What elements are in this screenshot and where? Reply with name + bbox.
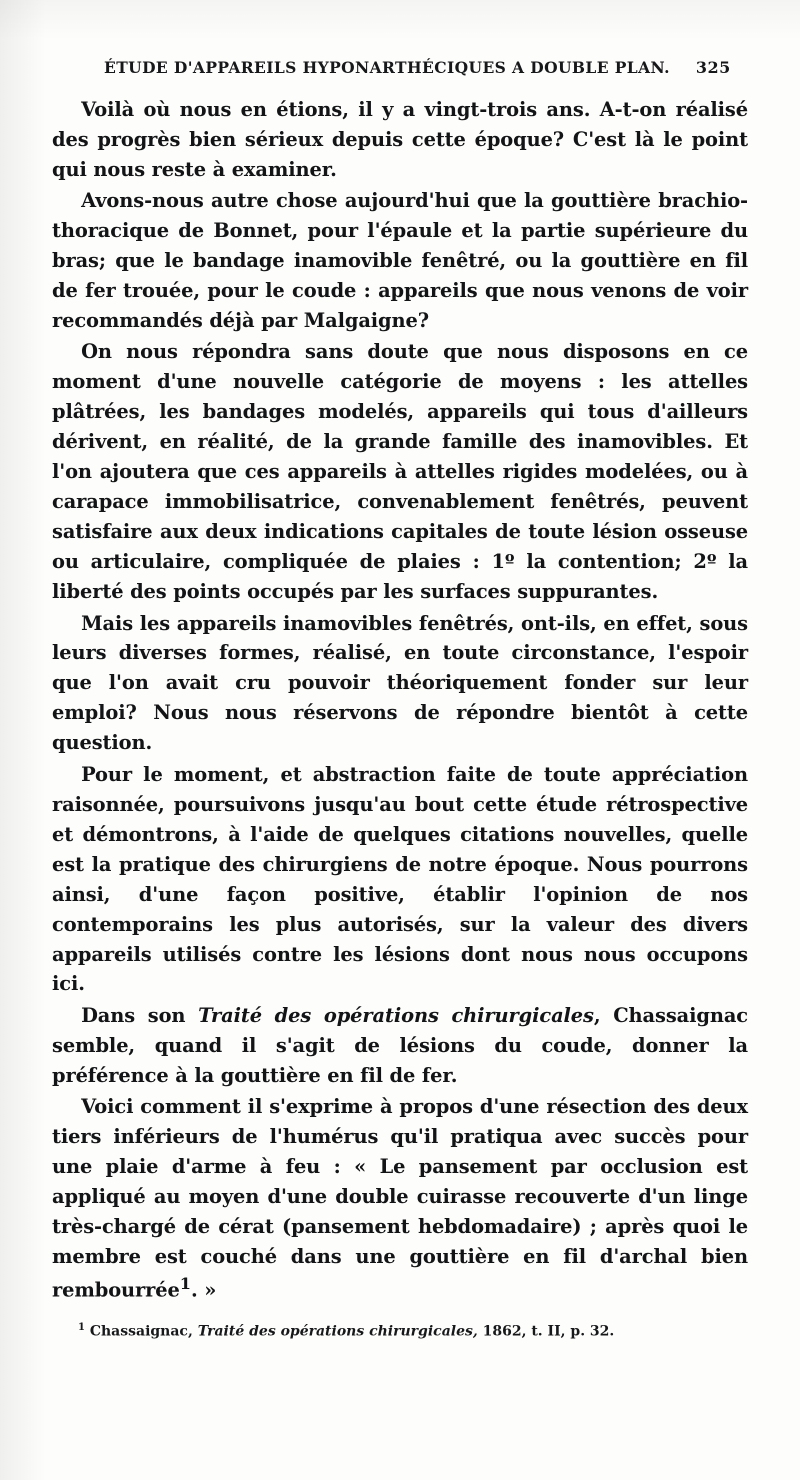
paragraph: Mais les appareils inamovibles fenêtrés, ont-ils, en effet, sous leurs diverses formes, réalisé, en toute circonstance, l'espoir que l'on avait cru pouvoir théoriquement fonder sur leur emploi? Nous nous réservons de répondre bientôt à cette question.	[52, 611, 748, 755]
scan-top-shadow	[0, 0, 800, 40]
footnote-title: Traité des opérations chirurgicales,	[197, 1323, 478, 1340]
running-head-title: ÉTUDE D'APPAREILS HYPONARTHÉCIQUES A DOUBLE PLAN.	[104, 58, 670, 77]
paragraph: On nous répondra sans doute que nous disposons en ce moment d'une nouvelle catégorie de moyens : les attelles plâtrées, les bandages modelés, appareils qui tous d'ailleurs dérivent, en réalité, de la grande famille des inamovibles. Et l'on ajoutera que ces appareils à attelles rigides modelées, ou à carapace immobilisatrice, convenablement fenêtrés, peuvent satisfaire aux deux indications capitales de toute lésion osseuse ou articulaire, compliquée de plaies : 1º la contention; 2º la liberté des points occupés par les surfaces suppurantes.	[52, 340, 748, 604]
paragraph: Pour le moment, et abstraction faite de toute appréciation raisonnée, poursuivons jusqu'au bout cette étude rétrospective et démontrons, à l'aide de quelques citations nouvelles, quelle est la pratique des chirurgiens de notre époque. Nous pourrons ainsi, d'une façon positive, établir l'opinion de nos contemporains les plus autorisés, sur la valeur des divers appareils utilisés contre les lésions dont nous nous occupons ici.	[52, 762, 748, 996]
footnote-reference: 1862, t. II, p. 32.	[482, 1323, 615, 1340]
paragraph-text-before-title: Dans son	[81, 1003, 199, 1027]
quote-close: . »	[190, 1278, 217, 1302]
body-text	[52, 95, 748, 1305]
running-head	[52, 58, 748, 77]
scan-edge-shadow	[0, 0, 46, 1480]
paragraph-quote	[52, 1092, 748, 1305]
paragraph-chassaignac	[52, 1001, 748, 1091]
cited-work-title: Traité des opérations chirurgicales	[198, 1003, 594, 1027]
paragraph: Avons-nous autre chose aujourd'hui que la gouttière brachio-thoracique de Bonnet, pour l'épaule et la partie supérieure du bras; que le bandage inamovible fenêtré, ou la gouttière en fil de fer trouée, pour le coude : appareils que nous venons de voir recommandés déjà par Malgaigne?	[52, 189, 748, 333]
page-number: 325	[695, 58, 731, 77]
footnote-author: Chassaignac,	[89, 1323, 193, 1340]
footnote-marker: 1	[78, 1322, 85, 1334]
footnote-reference-marker: 1	[179, 1273, 191, 1293]
paragraph-text-after-title: , Chassaignac semble, quand il s'agit de lésions du coude, donner la préférence à la gouttière en fil de fer.	[52, 1003, 749, 1087]
footnote	[52, 1321, 748, 1342]
paragraph: Voilà où nous en étions, il y a vingt-trois ans. A-t-on réalisé des progrès bien sérieux depuis cette époque? C'est là le point qui nous reste à examiner.	[52, 98, 748, 181]
quote-text: Voici comment il s'exprime à propos d'une résection des deux tiers inférieurs de l'humérus qu'il pratiqua avec succès pour une plaie d'arme à feu : « Le pansement par occlusion est appliqué au moyen d'une double cuirasse recouverte d'un linge très-chargé de cérat (pansement hebdomadaire) ; après quoi le membre est couché dans une gouttière en fil d'archal bien rembourrée	[52, 1095, 748, 1302]
